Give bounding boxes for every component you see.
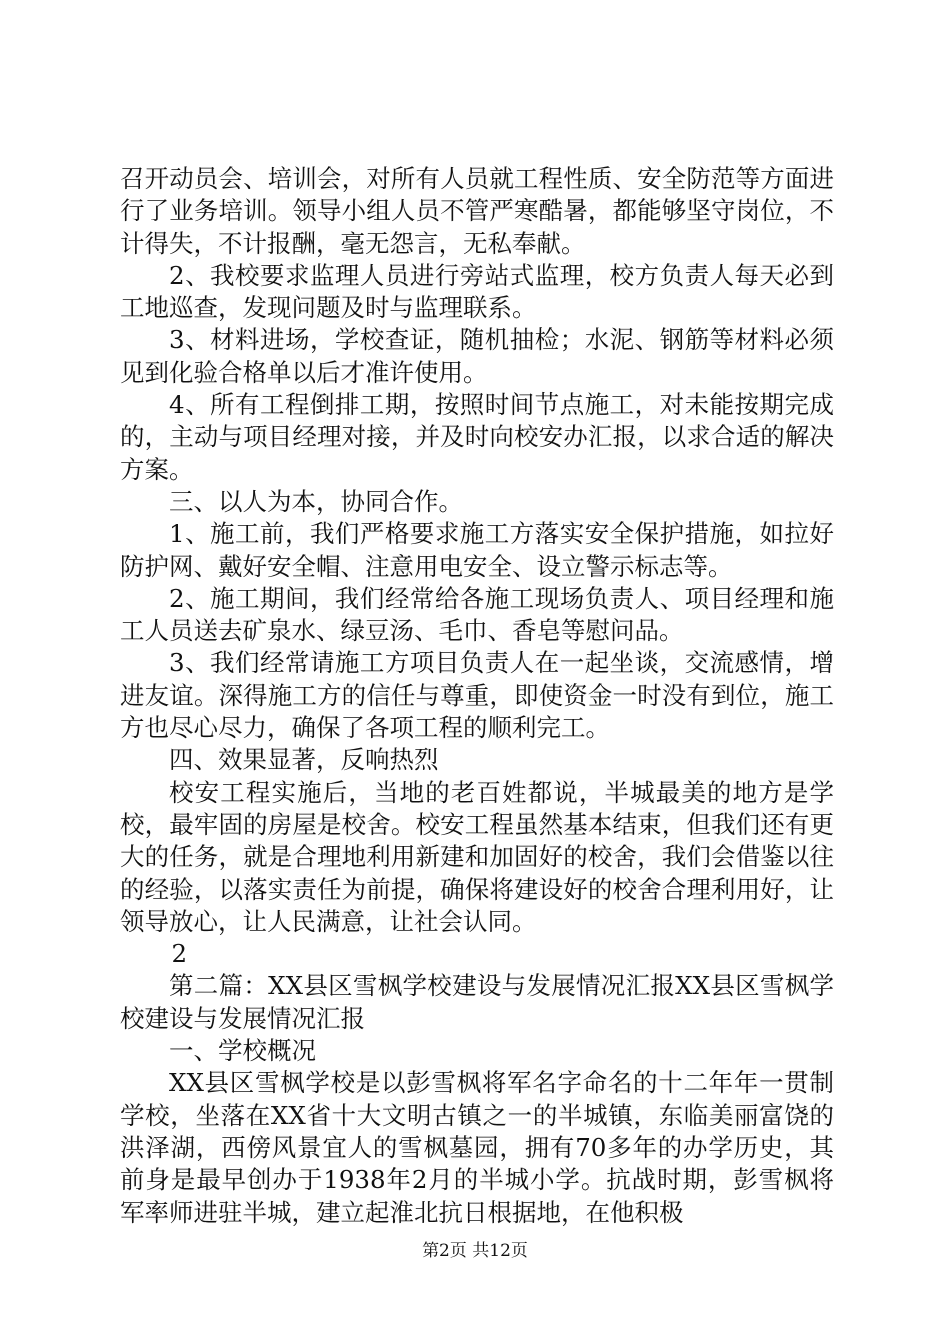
section-heading-school-overview: 一、学校概况 bbox=[169, 1036, 316, 1066]
paragraph-cooperation-3: 3、我们经常请施工方项目负责人在一起坐谈，交流感情，增进友谊。深得施工方的信任与尊重，即使资金一时没有到位，施工方也尽心尽力，确保了各项工程的顺利完工。 bbox=[120, 648, 834, 743]
page-footer: 第2页 共12页 bbox=[422, 1241, 528, 1261]
section-heading-cooperation: 三、以人为本，协同合作。 bbox=[169, 486, 463, 516]
paragraph-item-4-schedule: 4、所有工程倒排工期，按照时间节点施工，对未能按期完成的，主动与项目经理对接，并及时向校安办汇报，以求合适的解决方案。 bbox=[120, 390, 834, 484]
article-title-part-two: 第二篇：XX县区雪枫学校建设与发展情况汇报XX县区雪枫学校建设与发展情况汇报 bbox=[120, 971, 834, 1033]
paragraph-continuation: 召开动员会、培训会，对所有人员就工程性质、安全防范等方面进行了业务培训。领导小组人员不管严寒酷暑，都能够坚守岗位，不计得失，不计报酬，毫无怨言，无私奉献。 bbox=[120, 164, 834, 258]
paragraph-cooperation-1: 1、施工前，我们严格要求施工方落实安全保护措施，如拉好防护网、戴好安全帽、注意用电安全、设立警示标志等。 bbox=[120, 519, 834, 581]
paragraph-results: 校安工程实施后，当地的老百姓都说，半城最美的地方是学校，最牢固的房屋是校舍。校安工程虽然基本结束，但我们还有更大的任务，就是合理地利用新建和加固好的校舍，我们会借鉴以往的经验，以落实责任为前提，确保将建设好的校舍合理利用好，让领导放心，让人民满意，让社会认同。 bbox=[120, 777, 834, 936]
paragraph-item-2-supervision: 2、我校要求监理人员进行旁站式监理，校方负责人每天必到工地巡查，发现问题及时与监理联系。 bbox=[120, 260, 834, 323]
paragraph-item-3-materials: 3、材料进场，学校查证，随机抽检；水泥、钢筋等材料必须见到化验合格单以后才准许使用。 bbox=[120, 325, 834, 387]
document-body bbox=[120, 163, 834, 1229]
inline-page-number: 2 bbox=[171, 939, 188, 969]
paragraph-cooperation-2: 2、施工期间，我们经常给各施工现场负责人、项目经理和施工人员送去矿泉水、绿豆汤、毛巾、香皂等慰问品。 bbox=[120, 583, 834, 646]
section-heading-results: 四、效果显著，反响热烈 bbox=[169, 745, 439, 775]
paragraph-school-overview: XX县区雪枫学校是以彭雪枫将军名字命名的十二年年一贯制学校，坐落在XX省十大文明古镇之一的半城镇，东临美丽富饶的洪泽湖，西傍风景宜人的雪枫墓园，拥有70多年的办学历史，其前身是最早创办于1938年2月的半城小学。抗战时期，彭雪枫将军率师进驻半城，建立起淮北抗日根据地，在他积极 bbox=[120, 1068, 834, 1227]
